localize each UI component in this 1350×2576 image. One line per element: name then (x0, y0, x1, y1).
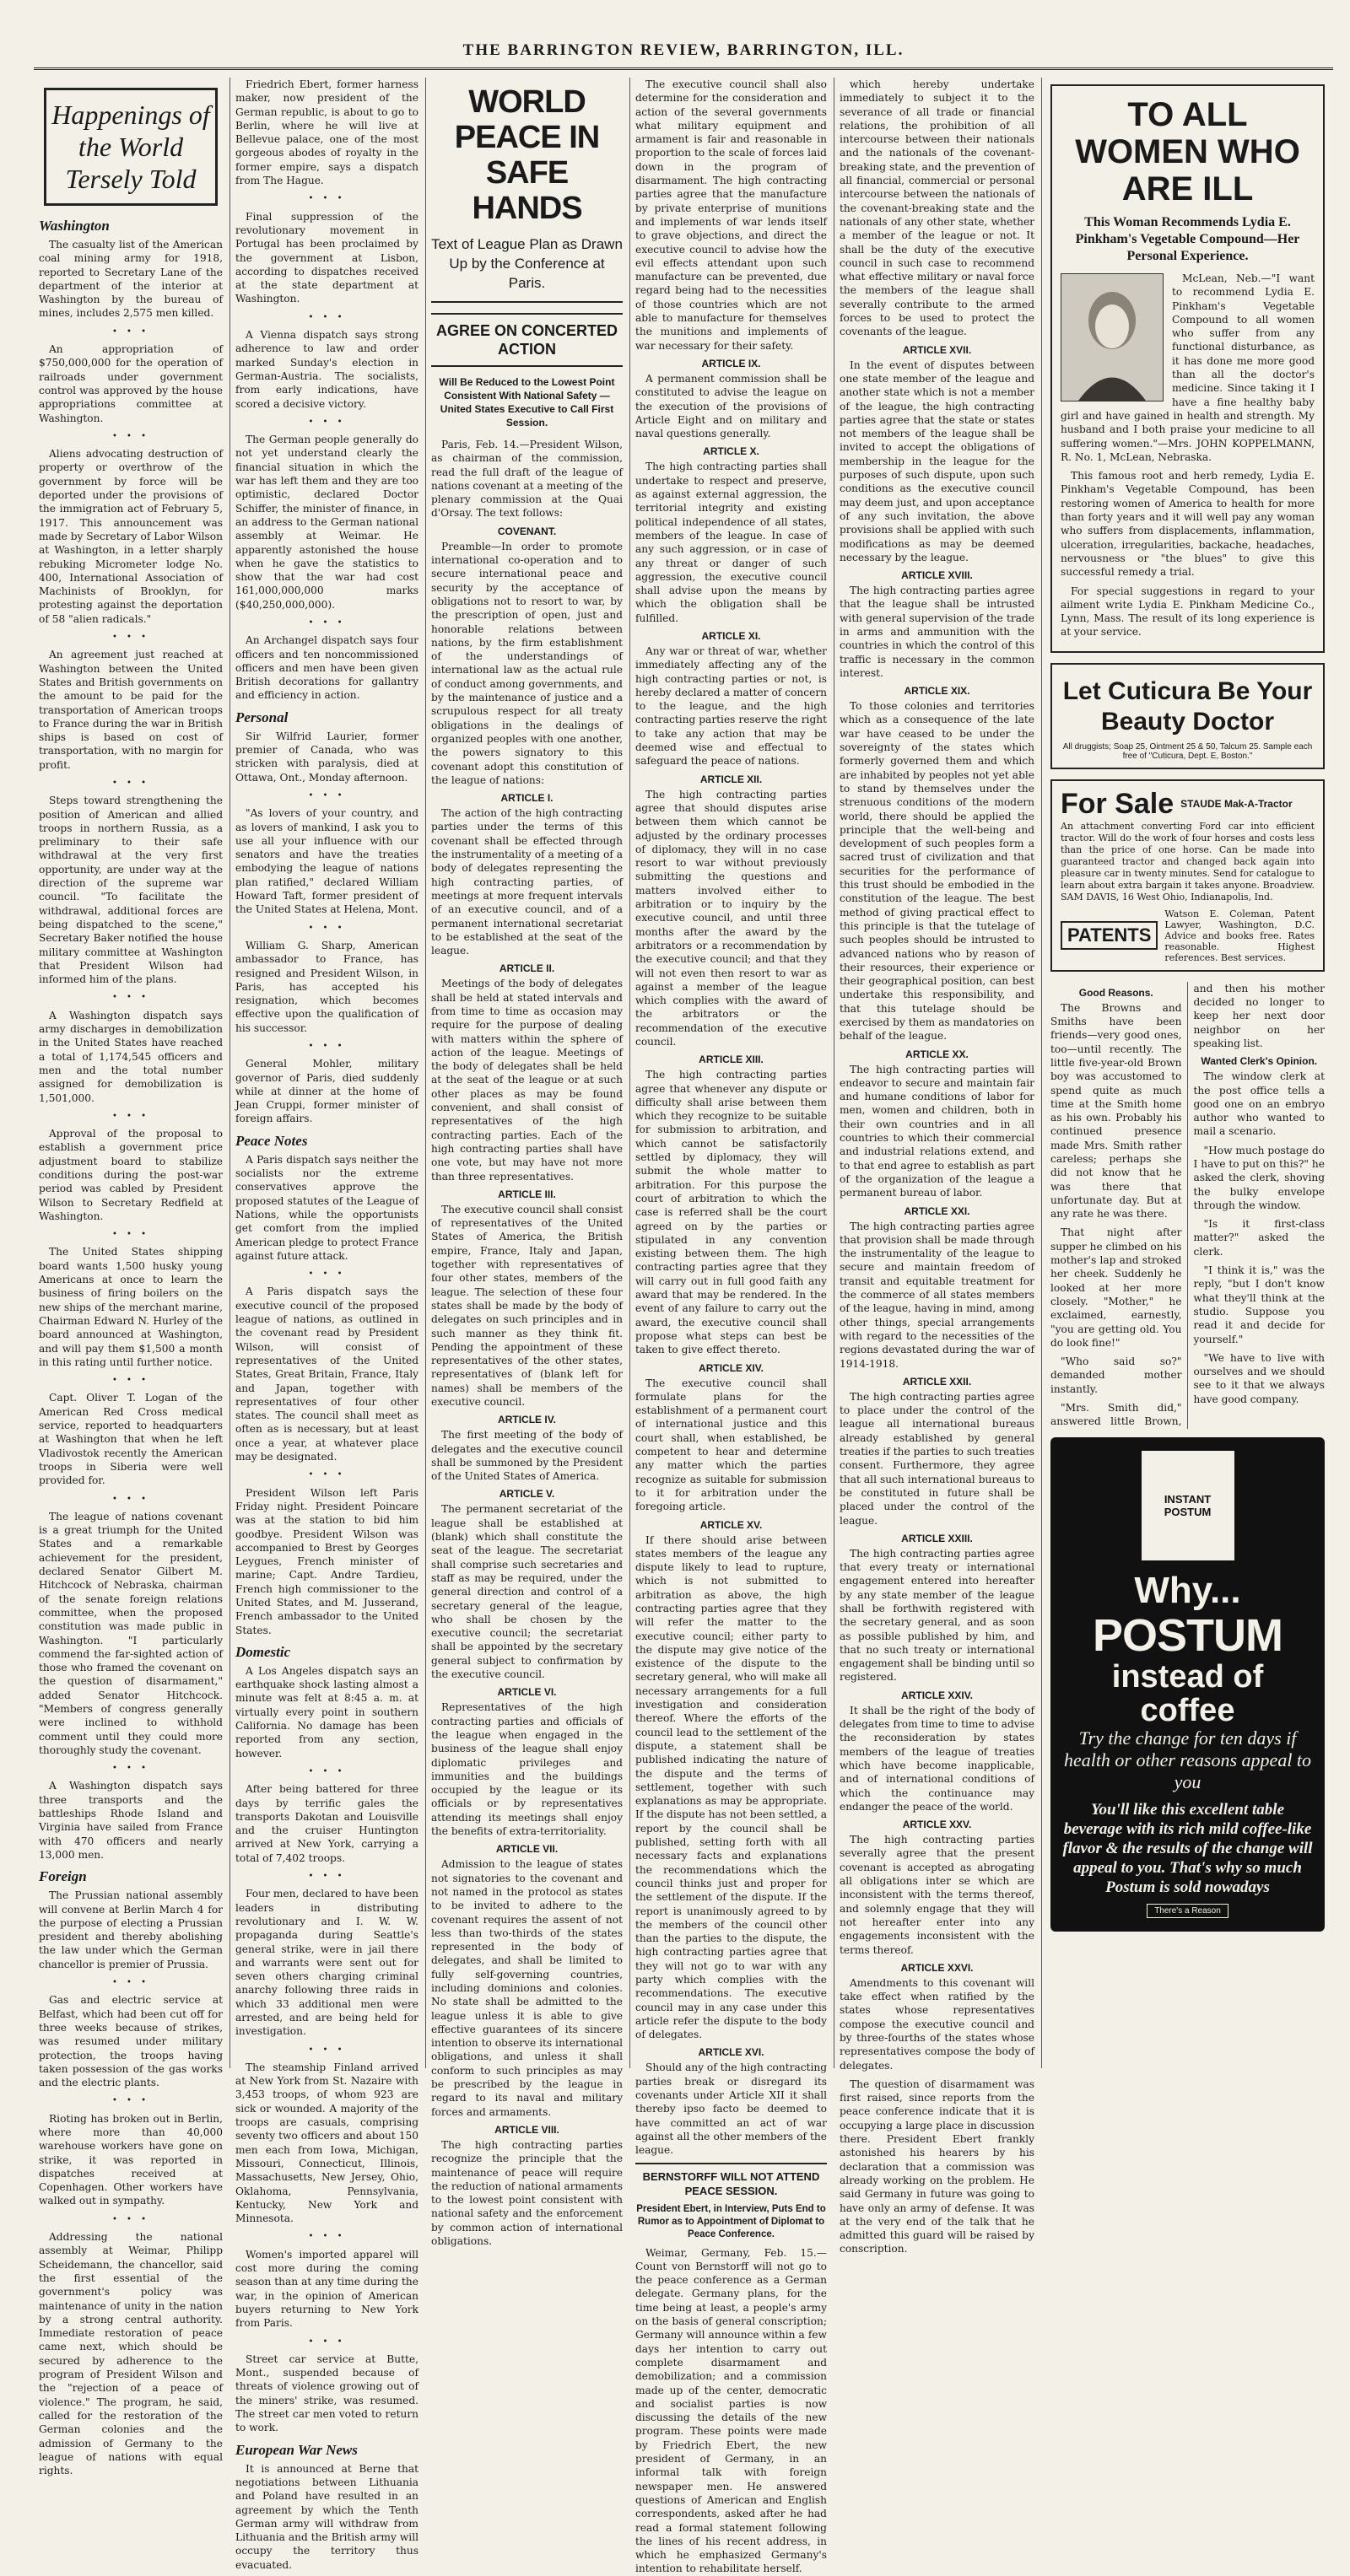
item-separator: • • • (308, 1766, 346, 1776)
dateline-paris: Paris, Feb. 14.—President Wilson, as chairman of the commission, read the full draft of the league of nations covenant at a meeting of the plenary commission at the Quai d'Orsay. The text follows: (431, 439, 623, 520)
column-4 (629, 78, 832, 2575)
wanted-opinion-title: Wanted Clerk's Opinion. (1201, 1055, 1318, 1068)
short-stories (1047, 982, 1328, 1429)
item-separator: • • • (308, 1872, 346, 1882)
item-separator: • • • (111, 1230, 150, 1240)
news-item: An agreement just reached at Washington between the United States and British governments on the amount to be paid for the transportation of American troops to France during the war in British ships is based on cost of transportation, with no margin for profit. (39, 649, 223, 771)
ad-pinkham (1050, 84, 1325, 653)
newspaper-page (34, 34, 1333, 2575)
item-separator: • • • (111, 1978, 150, 1988)
wanted-opinion-text (1194, 1070, 1326, 1406)
news-item: A Paris dispatch says the executive council of the proposed league of nations, as outlined in the covenant read by President Wilson, will consist of representatives of the United States, Great Britain, France, Italy and Japan, together with representatives of four other states. The council shall meet as often as is necessary, but at least once a year, at whatever place may be designated. (235, 1285, 418, 1463)
cuticura-small-print: All druggists; Soap 25, Ointment 25 & 50, Talcum 25. Sample each free of "Cuticura, Dept. E, Boston." (1062, 741, 1313, 761)
article-heading: ARTICLE XX. (905, 1048, 969, 1060)
article-text: Meetings of the body of delegates shall be held at stated intervals and from time to time as occasion may require for the purpose of dealing with matters within the sphere of action of the league. Meetings of the body of delegates shall be held at the seat of the league or at such other places as may be found convenient, and shall consist of representatives of the high contracting parties. Each of the high contracting parties shall have one vote, but may have not more than three representatives. (431, 978, 623, 1183)
personal-items (235, 730, 418, 1126)
news-item: Four men, declared to have been leaders in distributing revolutionary and I. W. W. propaganda during Seattle's general strike, were in jail there and warrants were sent out for seven others charging criminal anarchy following three raids in which 33 additional men were arrested, and are being held for investigation. (235, 1888, 418, 2038)
article-heading: ARTICLE XIX. (904, 685, 970, 698)
column-2-top-items (235, 78, 418, 703)
news-item: Friedrich Ebert, former harness maker, now president of the German republic, is about to go to Berlin, where he will live at Bellevue palace, one of the most gorgeous abodes of royalty in the former empire, says a dispatch from The Hague. (235, 78, 418, 187)
item-separator: • • • (111, 431, 150, 441)
column-1-sections (39, 218, 223, 2477)
news-item: The United States shipping board wants 1,500 husky young Americans at once to learn the business of firing boilers on the new ships of the merchant marine, Chairman Edward N. Hurley of the board announced at Washington, and will pay them $1,500 a month in this rating until further notice. (39, 1246, 223, 1368)
article-text: which hereby undertake immediately to subject it to the severance of all trade or financial relations, the prohibition of all intercourse between their nationals and the nationals of the covenant-breaking state, and the prevention of all financial, commercial or personal intercourse between the nationals of the covenant-breaking state and the nationals of any other state, whether a member of the league or not. It shall be the duty of the executive council in such case to recommend what effective military or naval force the members of the league shall severally contribute to the armed forces to be used to protect the covenants of the league. (840, 78, 1034, 338)
news-item: An Archangel dispatch says four officers and ten noncommissioned officers and men have been given British decorations for gallantry and efficiency in action. (235, 634, 418, 702)
item-separator: • • • (111, 1376, 150, 1386)
postum-tag: There's a Reason (1147, 1904, 1228, 1918)
article-text: In the event of disputes between one state member of the league and another state which is not a member of the league, the high contracting parties agree that the state or states not members of the league shall be invited to accept the obligations of membership in the league for the purposes of such dispute, upon such conditions as the executive council may deem just, and upon acceptance of any such invitation, the above provisions shall be applied with such modifications as may be deemed necessary by the league. (840, 358, 1034, 563)
item-separator: • • • (308, 617, 346, 628)
news-item: Sir Wilfrid Laurier, former premier of Canada, who was stricken with paralysis, died at Ottawa, Ont., Monday afternoon. (235, 730, 418, 784)
ad-women-body-2: This famous root and herb remedy, Lydia E. Pinkham's Vegetable Compound, has been restoring women of America to health for more than forty years and it will well pay any woman who suffers from displacements, inflammation, ulceration, irregularities, backache, headaches, nervousness or "the blues" to give this successful remedy a trial. (1061, 470, 1315, 579)
article-text: The high contracting parties agree to place under the control of the league all international bureaus already established by general treaties if the parties to such treaties consent. Furthermore, they agree that all such international bureaus to be constituted in future shall be placed under the control of the league. (840, 1390, 1034, 1527)
item-separator: • • • (111, 1764, 150, 1774)
news-item: Capt. Oliver T. Logan of the American Red Cross medical service, reported to headquarters at Washington that when he left Vladivostok recently the American troops in Siberia were well provided for. (39, 1392, 223, 1487)
story-paragraph: The Browns and Smiths have been friends—very good ones, too—until recently. The little five-year-old Brown boy was accustomed to spend quite as much time at the Smith home as his own. Probably his continued presence made Mrs. Smith rather careless; perhaps she did not know that he was there that unfortunate day. But at any rate he was there. (1050, 1001, 1182, 1221)
story-paragraph: "Mrs. Smith did," answered little Brown, and then his mother decided no longer to keep her next door neighbor on her speaking list. (1050, 982, 1325, 1428)
article-text: The executive council shall formulate plans for the establishment of a permanent court of international justice and this court shall, when established, be competent to hear and determine any matter which the parties recognize as suitable for submission to it for arbitration under the foregoing article. (635, 1377, 827, 1513)
article-text: The high contracting parties will endeavor to secure and maintain fair and humane conditions of labor for men, women and children, both in their own countries and in all countries to which their commercial and industrial relations extend, and to that end agree to establish as part of the organization of the league a permanent bureau of labor. (840, 1063, 1034, 1199)
story-paragraph: "We have to live with ourselves and we should see to it that we always have good company. (1193, 1351, 1325, 1405)
article-text: The high contracting parties agree that should disputes arise between them which cannot be adjusted by the ordinary processes of diplomacy, they will in no case resort to war without previously submitting the questions and matters involved either to arbitration or to inquiry by the executive council, and until three months after the award by the arbitrators or a recommendation by the executive council; and that they will not even then resort to war as against a member of the league which complies with the award of the arbitrators or the recommendation of the executive council. (635, 788, 827, 1048)
article-text: The permanent secretariat of the league shall be established at (blank) which shall constitute the seat of the league. The secretariat shall comprise such secretaries and staff as may be required, under the general direction and control of a secretary general of the league, who shall be chosen by the executive council; the secretariat shall be appointed by the secretary general subject to confirmation by the executive council. (431, 1503, 623, 1681)
patents-body: Watson E. Coleman, Patent Lawyer, Washington, D.C. Advice and books free. Rates reasonable. Highest references. Best services. (1164, 908, 1315, 963)
bernstorff-continued: The question of disarmament was first raised, since reports from the peace conference indicate that it is occupying a large place in discussion there. President Ebert frankly astonished his hearers by his declaration that a commission was already working on the problem. He said Germany in future was going to have only an army of defense. It was at the very end of the talk that he admitted this guard will be raised by conscription. (840, 2078, 1034, 2255)
item-separator: • • • (308, 2232, 346, 2242)
item-separator: • • • (111, 778, 150, 788)
article-text: If there should arise between states members of the league any dispute likely to lead to rupture, which is not submitted to arbitration as above, the high contracting parties agree that they will refer the matter to the executive council; either party to the dispute may give notice of the existence of the dispute to the secretary general, who will make all necessary arrangements for a full investigation and consideration thereof. Where the efforts of the council lead to the settlement of the dispute, a statement shall be published indicating the nature of the dispute and the terms of settlement, together with such explanations as may be appropriate. If the dispute has not been settled, a report by the council shall be published, setting forth with all necessary facts and explanations the recommendations which the council thinks just and proper for the settlement of the dispute. If the report is unanimously agreed to by the members of the council other than the parties to the dispute, the high contracting parties agree that they will not go to war with any party which complies with the recommendations. The executive council may in any case under this article refer the dispute to the body of delegates. (635, 1533, 827, 2041)
article-text: The high contracting parties severally agree that the present covenant is accepted as abrogating all obligations inter se which are inconsistent with the terms thereof, and solemnly engage that they will not hereafter enter into any engagements inconsistent with the terms thereof. (840, 1834, 1034, 1956)
article-text: It shall be the right of the body of delegates from time to time to advise the reconsideration by states members of the league of treaties which have become inapplicable, and of international conditions of which the continuance may endanger the peace of the world. (840, 1704, 1034, 1813)
postum-copy: You'll like this excellent table beverage with its rich mild coffee-like flavor & the results of the change will appeal to you. That's why so much Postum is sold nowadays (1062, 1800, 1313, 1896)
article-heading: ARTICLE XIII. (699, 1054, 764, 1066)
story-paragraph: The window clerk at the post office tells a good one on an embryo author who wanted to mail a scenario. (1193, 1070, 1325, 1138)
news-item: A Los Angeles dispatch says an earthquake shock lasting almost a minute was felt at 8:45 a. m. at virtually every point in southern California. No damage has been reported from any section, however. (235, 1664, 418, 1760)
cuticura-headline: Let Cuticura Be Your Beauty Doctor (1062, 676, 1313, 736)
news-item: The steamship Finland arrived at New York from St. Nazaire with 3,453 troops, of whom 923 are sick or wounded. A majority of the troops are casuals, comprising seventy two officers and about 150 men each from Iowa, Michigan, Missouri, Connecticut, Illinois, Massachusetts, New Jersey, Ohio, Oklahoma, Pennsylvania, Kentucky, New York and Minnesota. (235, 2061, 418, 2225)
article-text: The executive council shall consist of representatives of the United States of America, the British empire, France, Italy and Japan, together with representatives of four other states, members of the league. The selection of these four states shall be made by the body of delegates on such principles and in such manner as they think fit. Pending the appointment of these representatives of the other states, representatives of (blank left for names) shall be members of the executive council. (431, 1203, 623, 1408)
article-heading: ARTICLE XXII. (902, 1375, 972, 1388)
peace-items (235, 1153, 418, 1637)
news-item: President Wilson left Paris Friday night. President Poincare was at the station to bid him goodbye. President Wilson was accompanied to Brest by Georges Leygues, French minister of marine; Capt. Andre Tardieu, French high commissioner to the United States, and M. Jusserand, French ambassador to the United States. (235, 1486, 418, 1636)
news-item: A Washington dispatch says three transports and the battleships Rhode Island and Virginia have sailed from France with 470 officers and nearly 13,000 men. (39, 1780, 223, 1861)
ad-women-body: McLean, Neb.—"I want to recommend Lydia E. Pinkham's Vegetable Compound to all women who suffer from any functional disturbance, as it has done me more good than all the doctor's medicine. Since taking it I have a fine healthy baby girl and have gained in health and strength. My husband and I both praise your medicine to all suffering women."—Mrs. JOHN KOPPELMANN, R. No. 1, McLean, Nebraska. (1061, 272, 1315, 463)
item-separator: • • • (308, 1042, 346, 1051)
news-item: The casualty list of the American coal mining army for 1918, reported to Secretary Lane of the department of the interior at Washington by the bureau of mines, includes 2,575 men killed. (39, 239, 223, 320)
news-item: A Paris dispatch says neither the socialists nor the extreme conservatives approve the proposed statutes of the League of Nations, while the opportunists get comfort from the implied American pledge to protect France against future attack. (235, 1153, 418, 1262)
item-separator: • • • (308, 312, 346, 322)
news-item: Gas and electric service at Belfast, which had been cut off for three weeks because of strikes, was resumed under military protection, the troops having taken possession of the gas works and the electric plants. (39, 1994, 223, 2089)
item-separator: • • • (111, 633, 150, 643)
article-text: The high contracting parties agree that every treaty or international engagement entered into hereafter by any state member of the league shall be forthwith registered with the secretary general, and as soon as possible published by him, and that no such treaty or international engagement shall be binding until so registered. (840, 1547, 1034, 1684)
covenant-heading: COVENANT. (497, 525, 557, 537)
article-text: Any war or threat of war, whether immediately affecting any of the high contracting parties or not, is hereby declared a matter of concern to the league, and the high contracting parties reserve the right to take any action that may be deemed wise and effectual to safeguard the peace of nations. (635, 644, 827, 768)
article-text: The executive council shall also determine for the consideration and action of the several governments what military equipment and armament is fair and reasonable in proportion to the scale of forces laid down in the program of disarmament. The high contracting parties agree that the manufacture by private enterprise of munitions and implements of war lends itself to grave objections, and direct the executive council to advise how the evil effects attendant upon such manufacture can be prevented, due regard being had to the necessities of those countries which are not able to manufacture for themselves the munitions and implements of war necessary for their safety. (635, 78, 827, 352)
postum-why: Why... (1134, 1569, 1241, 1611)
item-separator: • • • (308, 417, 346, 427)
section-heading-peace-notes: Peace Notes (235, 1132, 308, 1149)
article-heading: ARTICLE XXVI. (900, 1961, 974, 1974)
woman-portrait-image (1061, 273, 1164, 401)
news-item: The German people generally do not yet understand clearly the financial situation in which the war has left them and they are too optimistic, declared Doctor Schiffer, the minister of finance, in an address to the German national assembly at Weimar. He apparently astonished the house when he gave the statistics to show that the war had cost 161,000,000,000 marks ($40,250,000,000). (235, 434, 418, 611)
article-heading: ARTICLE XV. (699, 1518, 763, 1531)
article-heading: ARTICLE XVII. (902, 343, 972, 356)
ad-postum (1050, 1437, 1325, 1932)
article-heading: ARTICLE I. (500, 792, 554, 805)
article-text: The high contracting parties agree that whenever any dispute or difficulty shall arise between them which they recognize to be suitable for submission to arbitration, and which cannot be satisfactorily settled by diplomacy, they will submit the whole matter to arbitration. For this purpose the court of arbitration to which the case is referred shall be the court agreed on by the parties or stipulated in any convention existing between them. The high contracting parties agree that they will carry out in full good faith any award that may be rendered. In the event of any failure to carry out the award, the executive council shall propose what steps can best be taken to give effect thereto. (635, 1069, 827, 1356)
article-text: The high contracting parties recognize the principle that the maintenance of peace will require the reduction of national armaments to the lowest point consistent with national safety and the enforcement by common action of international obligations. (431, 2138, 623, 2248)
item-separator: • • • (308, 2336, 346, 2347)
bernstorff-text: Weimar, Germany, Feb. 15.—Count von Bernstorff will not go to the peace conference as a German delegate. Germany plans, for the time being at least, a people's army on the basis of general conscription; Germany will announce within a few days her intention to carry out complete disarmament and demobilization; and a commission made up of the center, democratic and socialist parties is now discussing the details of the new program. These points were made by Friedrich Ebert, the new president of Germany, in an informal talk with foreign newspaper men. He answered questions of American and English correspondents, asked after he had read a formal statement following the lines of his recent address, in which he emphasized Germany's intention to rehabilitate herself. (635, 2246, 827, 2575)
masthead: THE BARRINGTON REVIEW, BARRINGTON, ILL. (34, 34, 1333, 70)
ad-women-subhead: This Woman Recommends Lydia E. Pinkham's Vegetable Compound—Her Personal Experience. (1075, 215, 1300, 263)
for-sale-body: An attachment converting Ford car into efficient tractor. Will do the work of four horses and costs less than the price of one horse. Can be made into guaranteed tractor and changed back again into pleasure car in twenty minutes. Send for catalogue to learn about extra bargain it takes anyone. Broadview. SAM DAVIS, 16 West Ohio, Indianapolis, Ind. (1061, 820, 1315, 903)
postum-name: POSTUM (1092, 1609, 1282, 1661)
article-text: The high contracting parties agree that provision shall be made through the instrumentality of the league to secure and maintain freedom of transit and equitable treatment for the commerce of all states members of the league, having in mind, among other things, special arrangements with regard to the necessities of the regions devastated during the war of 1914-1918. (840, 1220, 1034, 1370)
column-5-articles (840, 78, 1034, 2072)
news-item: Steps toward strengthening the position of American and allied troops in northern Russia, as a preliminary to their safe withdrawal at the very first opportunity, are under way at the direction of the supreme war council. "To facilitate the withdrawal, additional forces are being dispatched to the scene," Secretary Baker notified the house military committee at Washington that President Wilson had informed him of the plans. (39, 795, 223, 986)
european-items (235, 2462, 418, 2572)
postum-can-image: INSTANT POSTUM (1140, 1449, 1236, 1562)
article-text: The first meeting of the body of delegates and the executive council shall be summoned by the President of the United States of America. (431, 1429, 623, 1483)
news-item: Aliens advocating destruction of property or overthrow of the government by force will be deported under the provisions of the immigration act of February 5, 1917. This announcement was made by Secretary of Labor Wilson at Washington, in a letter sharply rebuking Micrometer lodge No. 400, International Association of Machinists of Brooklyn, for protesting against the deportation of 58 "alien radicals." (39, 448, 223, 625)
news-item: "As lovers of your country, and as lovers of mankind, I ask you to use all your influence with our senators and have the treaties embodying the league of nations plan ratified," declared William Howard Taft, former president of the United States at Helena, Mont. (235, 807, 418, 916)
news-item: The Prussian national assembly will convene at Berlin March 4 for the purpose of electing a Prussian president and thereby abolishing the law under which the German chancellor is premier of Prussia. (39, 1889, 223, 1970)
article-heading: ARTICLE II. (499, 962, 555, 975)
item-separator: • • • (308, 194, 346, 204)
item-separator: • • • (111, 1111, 150, 1121)
column-5 (834, 78, 1040, 2255)
article-heading: ARTICLE VI. (497, 1686, 557, 1699)
news-item: Women's imported apparel will cost more during the coming season than at any time during the war, in the opinion of American buyers returning to New York from Paris. (235, 2248, 418, 2330)
article-heading: ARTICLE VII. (495, 1843, 559, 1856)
column-3 (425, 78, 628, 2248)
postum-instead-of-coffee: instead of coffee (1111, 1658, 1264, 1728)
item-separator: • • • (111, 2214, 150, 2224)
article-text: To those colonies and territories which as a consequence of the late war have ceased to be under the sovereignty of the states which formerly governed them and which are inhabited by peoples not yet able to stand by themselves under the strenuous conditions of the modern world, there should be applied the principle that the well-being and development of such peoples form a sacred trust of civilization and that securities for the performance of this trust should be embodied in the constitution of the league. The best method of giving practical effect to this principle is that the tutelage of such peoples should be intrusted to advanced nations who by reason of their resources, their experience or their geographical position, can best undertake this responsibility, and that this tutelage should be exercised by them as mandatories on behalf of the league. (840, 700, 1034, 1043)
patents-title: PATENTS (1061, 921, 1158, 950)
article-text: A permanent commission shall be constituted to advise the league on the execution of the provisions of Article Eight and on military and naval questions generally. (635, 372, 827, 440)
article-heading: ARTICLE IX. (701, 357, 761, 369)
item-separator: • • • (308, 923, 346, 933)
item-separator: • • • (308, 2045, 346, 2055)
article-heading: ARTICLE XXV. (902, 1819, 972, 1831)
article-heading: ARTICLE XVIII. (901, 569, 973, 582)
article-heading: ARTICLE XI. (701, 629, 761, 642)
article-heading: ARTICLE XXIV. (901, 1689, 973, 1701)
bernstorff-deck: President Ebert, in Interview, Puts End to Rumor as to Appointment of Diplomat to Peace Conference. (636, 2203, 826, 2239)
item-separator: • • • (111, 326, 150, 337)
for-sale-subtitle: STAUDE Mak-A-Tractor (1180, 798, 1293, 811)
headline-deck: Will Be Reduced to the Lowest Point Consistent With National Safety —United States Executive to Call First Session. (439, 376, 615, 428)
article-heading: ARTICLE VIII. (494, 2123, 559, 2136)
article-text: Amendments to this covenant will take effect when ratified by the states whose representatives compose the executive council and by three-fourths of the states whose representatives compose the body of delegates. (840, 1976, 1034, 2072)
item-separator: • • • (111, 1494, 150, 1504)
news-item: Rioting has broken out in Berlin, where more than 40,000 warehouse workers have gone on strike, it was reported in dispatches received at Copenhagen. Other workers have walked out in sympathy. (39, 2112, 223, 2207)
for-sale-title: For Sale (1061, 787, 1174, 820)
news-item: A Washington dispatch says army discharges in demobilization in the United States have reached a total of 1,174,545 officers and men and the total number assigned for demobilization is 1,501,000. (39, 1009, 223, 1104)
article-text: The action of the high contracting parties under the terms of this covenant shall be effected through the instrumentality of a meeting of a body of delegates representing the high contracting parties, of meetings at more frequent intervals of an executive council, and of a permanent international secretariat to be established at the seat of the league. (431, 807, 623, 957)
column-1 (34, 78, 228, 2477)
article-heading: ARTICLE XVI. (698, 2046, 764, 2059)
ad-women-body-3: For special suggestions in regard to your ailment write Lydia E. Pinkham Medicine Co., Lynn, Mass. The result of its long experience is at your service. (1061, 585, 1315, 639)
article-heading: ARTICLE XXIII. (901, 1532, 973, 1544)
ad-women-headline: TO ALL WOMEN WHO ARE ILL (1075, 96, 1300, 207)
subheadline-league-plan: Text of League Plan as Drawn Up by the Conference at Paris. (431, 231, 623, 303)
news-item: A Vienna dispatch says strong adherence to law and order marked Sunday's election in German-Austria. The socialists, from early indications, have scored a decisive victory. (235, 329, 418, 410)
news-item: General Mohler, military governor of Paris, died suddenly while at dinner at the home of Jean Cruppi, former minister of foreign affairs. (235, 1058, 418, 1125)
column-6 (1041, 78, 1333, 2068)
news-item: The league of nations covenant is a great triumph for the United States and a remarkable achievement for the president, declared Senator Gilbert M. Hitchcock of Nebraska, chairman of the senate foreign relations committee, when the proposed constitution was made public in Washington. "I particularly commend the far-sighted action of those who framed the covenant on the question of disarmament," added Senator Hitchcock. "Members of congress generally were inclined to withhold comment until they could more thoroughly study the covenant. (39, 1510, 223, 1756)
portrait-sketch (1061, 274, 1163, 401)
news-item: After being battered for three days by terrific gales the transports Dakotan and Louisville and the cruiser Huntington arrived at New York, carrying a total of 7,402 troops. (235, 1783, 418, 1864)
section-heading-european-war-news: European War News (235, 2441, 358, 2458)
article-heading: ARTICLE XXI. (904, 1204, 970, 1217)
story-paragraph: "Who said so?" demanded mother instantly. (1050, 1355, 1182, 1395)
item-separator: • • • (308, 1269, 346, 1280)
news-item: It is announced at Berne that negotiations between Lithuania and Poland have resulted in an agreement by which the Tenth German army will withdraw from Lithuania and the British army will occupy the territory thus evacuated. (235, 2462, 418, 2571)
news-item: Final suppression of the revolutionary movement in Portugal has been proclaimed by the government at Lisbon, according to dispatches received at the state department at Washington. (235, 210, 418, 305)
happenings-title-box: Happenings of the World Tersely Told (44, 88, 218, 206)
news-item: Approval of the proposal to establish a government price adjustment board to stabilize conditions during the post-war period was cabled by President Wilson to Secretary Redfield at Washington. (39, 1128, 223, 1222)
column-4-articles (635, 78, 827, 2158)
story-paragraph: "Is it first-class matter?" asked the clerk. (1193, 1218, 1325, 1258)
section-heading-personal: Personal (235, 709, 289, 725)
article-text: The high contracting parties shall undertake to respect and preserve, as against external aggression, the territorial integrity and existing political independence of all states, members of the league. In case of any such aggression, or in case of any threat or danger of such aggression, the executive council shall advise upon the means by which the obligation shall be fulfilled. (635, 461, 827, 624)
item-separator: • • • (308, 790, 346, 800)
bernstorff-headline: BERNSTORFF WILL NOT ATTEND PEACE SESSION. (635, 2163, 827, 2198)
article-text: Admission to the league of states not signatories to the covenant and not named in the protocol as states to be invited to adhere to the covenant requires the assent of not less than two-thirds of the states represented in the body of delegates, and shall be limited to fully self-governing countries, including dominions and colonies. No state shall be admitted to the league unless it is able to give effective guarantees of its sincere intention to observe its international obligations, and unless it shall conform to such principles as may be prescribed by the league in regard to its naval and military forces and armaments. (431, 1858, 623, 2118)
story-paragraph: "I think it is," was the reply, "but I don't know what they'll think at the studio. Suppose you read it and decide for yourself." (1193, 1264, 1325, 1345)
preamble: Preamble—In order to promote international co-operation and to secure international peace and security by the acceptance of obligations not to resort to war, by the prescription of open, just and honorable relations between nations, by the firm establishment of the understandings of international law as the actual rule of conduct among governments, and by the maintenance of justice and a scrupulous respect for all treaty obligations in the dealings of organized peoples with one another, the powers signatory to this covenant adopt this constitution of the league of nations: (431, 540, 623, 786)
column-2 (230, 78, 424, 2571)
ad-for-sale (1050, 779, 1325, 972)
postum-try-line: Try the change for ten days if health or other reasons appeal to you (1063, 1727, 1312, 1792)
section-heading-domestic: Domestic (235, 1643, 291, 1660)
headline-world-peace: WORLD PEACE IN SAFE HANDS (454, 84, 600, 226)
article-heading: ARTICLE XIV. (699, 1361, 764, 1374)
news-item: An appropriation of $750,000,000 for the operation of railroads under government control was approved by the house appropriations committee at Washington. (39, 343, 223, 424)
article-text: Should any of the high contracting parties break or disregard its covenants under Article XII it shall thereby ipso facto be deemed to have committed an act of war against all the other members of the league. (635, 2061, 827, 2157)
article-heading: ARTICLE XII. (699, 773, 763, 785)
item-separator: • • • (308, 1470, 346, 1480)
headline-concerted-action: AGREE ON CONCERTED ACTION (431, 313, 623, 367)
news-item: Street car service at Butte, Mont., suspended because of threats of violence growing out of the miners' strike, was resumed. The street car men voted to return to work. (235, 2352, 418, 2434)
ad-cuticura (1050, 663, 1325, 769)
news-item: Addressing the national assembly at Weimar, Philipp Scheidemann, the chancellor, said the first essential of the government's policy was maintenance of unity in the nation by a strong central authority. Immediate restoration of peace came next, which should be secured by adherence to the program of President Wilson and the "rejection of a peace of violence." The program, he said, called for the restoration of the German colonies and the admission of Germany to the league of nations with equal rights. (39, 2231, 223, 2477)
article-text: Representatives of the high contracting parties and officials of the league when engaged in the business of the league shall enjoy diplomatic privileges and immunities and the buildings occupied by the league or its officials or by representatives attending its meetings shall enjoy the benefits of extra-territoriality. (431, 1701, 623, 1838)
section-heading: Foreign (39, 1868, 87, 1885)
good-reasons-title: Good Reasons. (1078, 986, 1153, 999)
article-heading: ARTICLE X. (703, 445, 759, 458)
section-heading: Washington (39, 218, 110, 234)
item-separator: • • • (111, 2096, 150, 2106)
article-heading: ARTICLE V. (499, 1488, 555, 1501)
story-paragraph: That night after supper he climbed on his mother's lap and stroked her cheek. Suddenly he looked at her more closely. "Mother," he exclaimed, earnestly, "you are getting old. You do look fine!" (1050, 1226, 1182, 1349)
column-3-articles (431, 792, 623, 2248)
article-heading: ARTICLE III. (498, 1188, 556, 1200)
article-text: The high contracting parties agree that the league shall be intrusted with general supervision of the trade in arms and ammunition with the countries in which the control of this traffic is necessary in the common interest. (840, 585, 1034, 679)
item-separator: • • • (111, 993, 150, 1003)
news-item: William G. Sharp, American ambassador to France, has resigned and President Wilson, in Paris, has accepted his resignation, which becomes effective upon the qualification of his successor. (235, 939, 418, 1034)
domestic-items (235, 1664, 418, 2435)
story-paragraph: "How much postage do I have to put on this?" he asked the clerk, shoving the bulky envelope through the window. (1193, 1144, 1325, 1211)
article-heading: ARTICLE IV. (498, 1414, 556, 1426)
